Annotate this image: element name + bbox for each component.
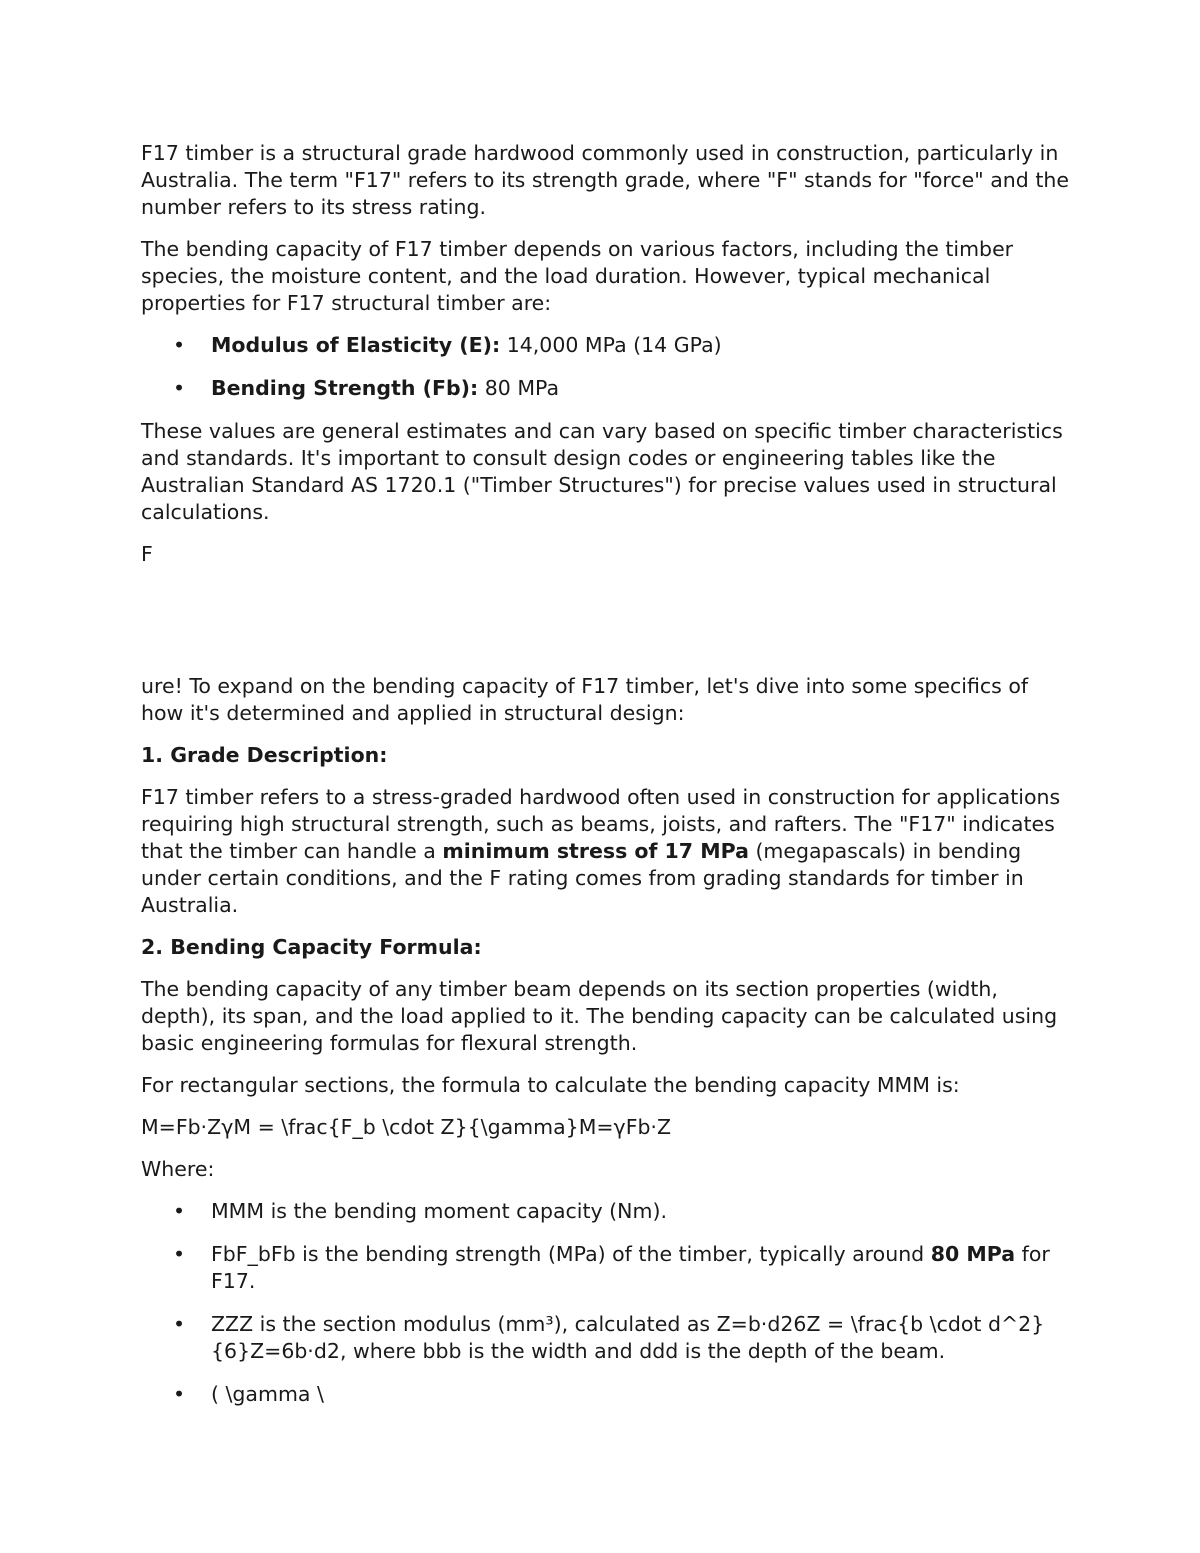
where-label: Where: [141,1157,215,1181]
list-item: • ZZZ is the section modulus (mm³), calculated as Z=b⋅d26Z = \frac{b \cdot d^2}{6}Z=6b⋅d2, where bbb is the width and ddd is the depth of the beam. [141,1311,1071,1365]
property-value: 80 MPa [478,376,560,400]
list-item [141,375,1071,402]
property-label: Modulus of Elasticity (E): [211,333,501,357]
blank-space [141,583,1071,673]
bold-emphasis: 80 MPa [930,1242,1016,1266]
properties-list [141,332,1071,402]
intro-paragraph-3: These values are general estimates and can vary based on specific timber characteristics and standards. It's important to consult design codes or engineering tables like the Australian Standard AS 1720.1 ("Timber Structures") for precise values used in structural calculations. [141,419,1063,524]
property-value: 14,000 MPa (14 GPa) [500,333,722,357]
section-heading-formula: 2. Bending Capacity Formula: [141,935,482,959]
grade-description-paragraph: F17 timber refers to a stress-graded hardwood often used in construction for applications requiring high structural strength, such as beams, joists, and rafters. The "F17" indicates that the timber can handle a minimum stress of 17 MPa (megapascals) in bending under certain conditions, and the F rating comes from grading standards for timber in Australia. [141,785,1061,917]
list-item: • MMM is the bending moment capacity (Nm). [141,1198,1071,1225]
bold-emphasis: minimum stress of 17 MPa [442,839,749,863]
list-item: • FbF_bFb is the bending strength (MPa) of the timber, typically around 80 MPa for F17. [141,1241,1071,1295]
list-item [141,332,1071,359]
document-page [141,140,1071,1424]
formula-text: M=Fb⋅ZγM = \frac{F_b \cdot Z}{\gamma}M=γFb⋅Z [141,1115,672,1139]
section-heading-grade: 1. Grade Description: [141,743,388,767]
fragment-text: F [141,542,153,566]
variables-list [141,1198,1071,1408]
continuation-paragraph: ure! To expand on the bending capacity of F17 timber, let's dive into some specifics of how it's determined and applied in structural design: [141,674,1029,725]
property-label: Bending Strength (Fb): [211,376,479,400]
intro-paragraph-2: The bending capacity of F17 timber depends on various factors, including the timber species, the moisture content, and the load duration. However, typical mechanical properties for F17 structural timber are: [141,237,1014,315]
list-item: • ( \gamma \ [141,1381,1071,1408]
formula-lead-paragraph: For rectangular sections, the formula to calculate the bending capacity MMM is: [141,1073,960,1097]
formula-intro-paragraph: The bending capacity of any timber beam depends on its section properties (width, depth), its span, and the load applied to it. The bending capacity can be calculated using basic engineering formulas for flexural strength. [141,977,1058,1055]
intro-paragraph-1: F17 timber is a structural grade hardwood commonly used in construction, particularly in Australia. The term "F17" refers to its strength grade, where "F" stands for "force" and the number refers to its stress rating. [141,141,1069,219]
